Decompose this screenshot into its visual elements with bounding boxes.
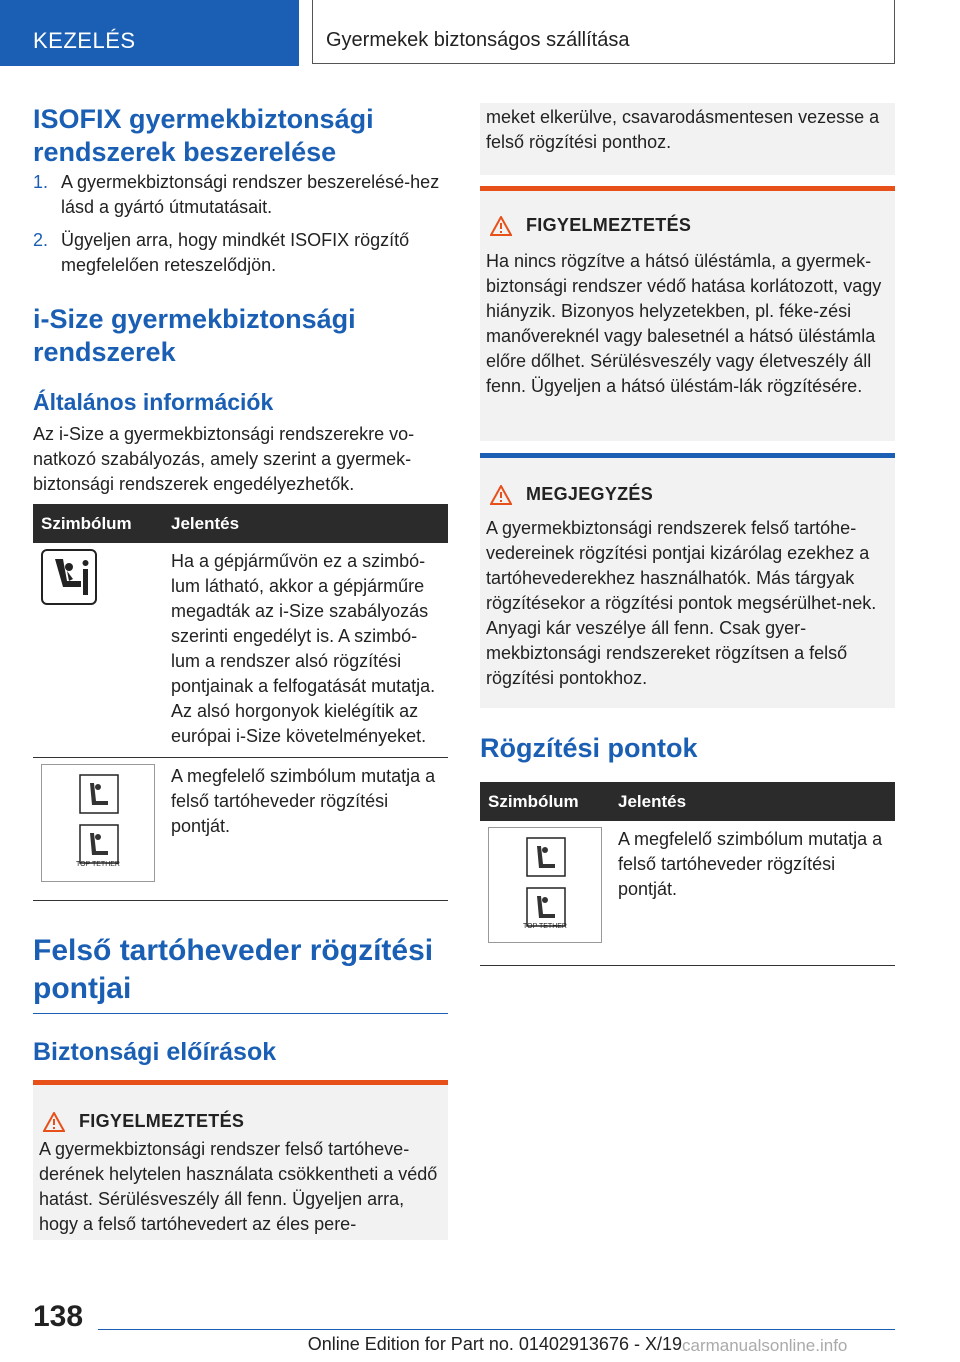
note-text: A gyermekbiztonsági rendszerek felső tartóhe‐vedereinek rögzítési pontjai kizárólag ezekhez a tartóhevederekhez használhatók. Más tárgyak rögzítésekor a rögzítési pontok megsérülhet‐nek. Anyagi kár veszélye áll fenn. Csak gyer‐mekbiztonsági rendszereket rögzítsen a felső rögzítési pontokhoz. bbox=[486, 518, 877, 688]
top-tether-icon bbox=[488, 827, 602, 943]
warning-title: FIGYELMEZTETÉS bbox=[526, 215, 692, 235]
general-info-heading: Általános információk bbox=[33, 389, 274, 415]
tether-heading: Felső tartóheveder rögzítési pontjai bbox=[33, 934, 434, 1005]
table-row bbox=[33, 758, 448, 901]
top-tether-icon bbox=[41, 764, 155, 882]
table-cell-meaning: Ha a gépjárművön ez a szimbó‐lum látható, akkor a gépjárműre megadták az i-Size szabályozás szerinti engedélyt is. A szimbó‐lum a rendszer alsó rögzítési pontjainak a felfogatását mutatja. Az alsó horgonyok kielégítik az európai i-Size követelményeket. bbox=[163, 543, 448, 758]
table-row bbox=[480, 821, 895, 966]
warning-text: A gyermekbiztonsági rendszer felső tartóheve‐derének helytelen használata csökkentheti a védő hatást. Sérülésveszély áll fenn. Ügyeljen arra, hogy a felső tartóhevedert az éles pere‐ bbox=[39, 1139, 438, 1234]
table-header-symbol: Szimbólum bbox=[33, 504, 163, 543]
warning-continuation: meket elkerülve, csavarodásmentesen vezesse a felső rögzítési ponthoz. bbox=[480, 103, 895, 175]
note-triangle-icon bbox=[490, 485, 512, 505]
page-number: 138 bbox=[33, 1300, 84, 1333]
top-tether-caption: TOP TETHER bbox=[523, 923, 567, 930]
table-header-symbol: Szimbólum bbox=[480, 782, 610, 821]
isize-heading: i-Size gyermekbiztonsági rendszerek bbox=[33, 304, 356, 367]
section-tab: KEZELÉS bbox=[0, 0, 299, 66]
isofix-seat-icon bbox=[41, 549, 97, 605]
note-box bbox=[480, 453, 895, 708]
table-row bbox=[33, 543, 448, 758]
table-header-meaning: Jelentés bbox=[163, 504, 448, 543]
warning-title: FIGYELMEZTETÉS bbox=[79, 1111, 245, 1131]
warning-triangle-icon bbox=[490, 216, 512, 236]
anchor-points-heading: Rögzítési pontok bbox=[480, 733, 698, 763]
warning-triangle-icon bbox=[43, 1112, 65, 1132]
divider bbox=[33, 1013, 448, 1014]
warning-text: Ha nincs rögzítve a hátsó üléstámla, a gyermek‐biztonsági rendszer védő hatása korlátozott, vagy hiányzik. Bizonyos helyzetekben, pl. féke‐zési manővereknél vagy balesetnél a hátsó üléstámla előre dőlhet. Sérülésveszély vagy életveszély áll fenn. Ügyeljen a hátsó üléstám‐lák rögzítésére. bbox=[486, 251, 882, 396]
table-cell-meaning: A megfelelő szimbólum mutatja a felső tartóheveder rögzítési pontját. bbox=[610, 821, 895, 966]
warning-box-2 bbox=[480, 186, 895, 441]
anchor-symbol-table bbox=[480, 782, 895, 966]
edition-text: Online Edition for Part no. 01402913676 - X/19 bbox=[307, 1334, 682, 1354]
chapter-title: Gyermekek biztonságos szállítása bbox=[312, 0, 895, 64]
top-tether-caption: TOP TETHER bbox=[76, 861, 120, 868]
step-2: 2. Ügyeljen arra, hogy mindkét ISOFIX rögzítő megfelelően reteszelődjön. bbox=[33, 230, 410, 275]
note-title: MEGJEGYZÉS bbox=[526, 484, 654, 504]
table-header-meaning: Jelentés bbox=[610, 782, 895, 821]
table-cell-meaning: A megfelelő szimbólum mutatja a felső tartóheveder rögzítési pontját. bbox=[163, 758, 448, 901]
warning-box bbox=[33, 1080, 448, 1240]
isofix-heading: ISOFIX gyermekbiztonsági rendszerek beszerelése bbox=[33, 104, 374, 167]
step-1: 1. A gyermekbiztonsági rendszer beszerelésé‐hez lásd a gyártó útmutatásait. bbox=[33, 172, 440, 217]
isofix-steps bbox=[33, 170, 443, 286]
safety-heading: Biztonsági előírások bbox=[33, 1038, 277, 1066]
footer-rule bbox=[98, 1329, 895, 1330]
general-info-text: Az i-Size a gyermekbiztonsági rendszerekre vo‐natkozó szabályozás, amely szerint a gyermek‐biztonsági rendszerek engedélyezhetők. bbox=[33, 424, 415, 494]
isize-symbol-table bbox=[33, 504, 448, 901]
watermark: carmanualsonline.info bbox=[682, 1336, 848, 1355]
